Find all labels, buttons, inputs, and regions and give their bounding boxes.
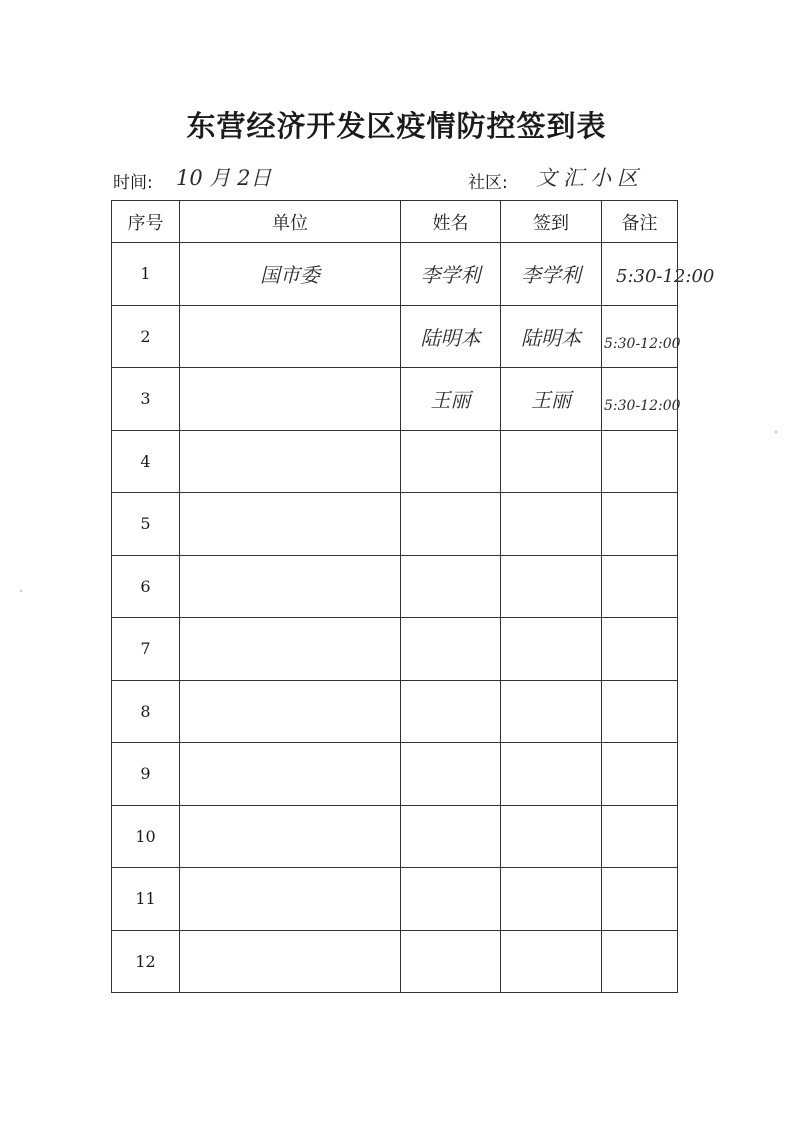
name-cell (401, 305, 501, 368)
unit-cell-text: 国市委 (260, 263, 320, 288)
table-row (112, 680, 678, 743)
date-value: 10 月 2日 (176, 166, 272, 190)
signin-cell (501, 868, 602, 931)
signin-cell-text: 李学利 (521, 263, 581, 288)
row-2-note: 5:30-12:00 (604, 336, 681, 352)
unit-cell (180, 430, 401, 493)
signin-cell (501, 680, 602, 743)
table-header-row (112, 201, 678, 243)
header-unit: 单位 (180, 201, 401, 243)
note-cell (602, 618, 678, 681)
table-row (112, 555, 678, 618)
name-cell (401, 930, 501, 993)
signin-cell (501, 618, 602, 681)
row-number-text: 12 (135, 951, 156, 971)
row-number (112, 743, 180, 806)
row-number-text: 11 (135, 889, 156, 909)
row-number (112, 805, 180, 868)
unit-cell (180, 493, 401, 556)
table-row (112, 493, 678, 556)
row-number-text: 8 (140, 701, 151, 721)
row-number (112, 868, 180, 931)
row-number-text: 1 (140, 264, 151, 284)
row-number-text: 9 (140, 764, 151, 784)
table-row (112, 305, 678, 368)
signin-cell (501, 743, 602, 806)
row-number-text: 10 (135, 826, 156, 846)
unit-cell (180, 305, 401, 368)
unit-cell (180, 618, 401, 681)
note-cell (602, 743, 678, 806)
scan-speck (20, 590, 22, 592)
header-signin: 签到 (501, 201, 602, 243)
note-cell (602, 868, 678, 931)
note-cell (602, 555, 678, 618)
table-row (112, 805, 678, 868)
unit-cell (180, 680, 401, 743)
row-number (112, 930, 180, 993)
row-number-text: 7 (140, 639, 151, 659)
note-cell (602, 930, 678, 993)
unit-cell (180, 930, 401, 993)
row-number-text: 6 (140, 576, 151, 596)
date-label: 时间: (113, 173, 153, 193)
signin-cell (501, 243, 602, 306)
unit-cell (180, 243, 401, 306)
row-number (112, 493, 180, 556)
name-cell (401, 243, 501, 306)
row-number (112, 305, 180, 368)
row-number (112, 680, 180, 743)
name-cell (401, 555, 501, 618)
note-cell (602, 805, 678, 868)
note-cell (602, 680, 678, 743)
row-1-note: 5:30-12:00 (616, 266, 715, 287)
note-cell (602, 430, 678, 493)
name-cell (401, 743, 501, 806)
signin-cell-text: 陆明本 (521, 325, 581, 350)
table-row (112, 743, 678, 806)
row-number (112, 430, 180, 493)
name-cell-text: 陆明本 (420, 325, 481, 350)
name-cell (401, 868, 501, 931)
name-cell (401, 368, 501, 431)
signin-cell-text: 王丽 (531, 388, 571, 413)
name-cell-text: 李学利 (420, 263, 481, 288)
name-cell (401, 430, 501, 493)
unit-cell (180, 805, 401, 868)
community-label: 社区: (468, 173, 508, 193)
row-number-text: 3 (140, 389, 151, 409)
name-cell (401, 493, 501, 556)
header-name: 姓名 (401, 201, 501, 243)
table-row (112, 430, 678, 493)
name-cell-text: 王丽 (430, 388, 471, 413)
table-row (112, 368, 678, 431)
signin-cell (501, 493, 602, 556)
table-row (112, 868, 678, 931)
row-number-text: 5 (140, 514, 151, 534)
row-number-text: 2 (140, 326, 151, 346)
row-number-text: 4 (140, 451, 151, 471)
header-number: 序号 (112, 201, 180, 243)
row-number (112, 368, 180, 431)
table-row (112, 618, 678, 681)
signin-cell (501, 430, 602, 493)
row-number (112, 243, 180, 306)
header-note: 备注 (602, 201, 678, 243)
signin-cell (501, 368, 602, 431)
table-row (112, 930, 678, 993)
sign-in-table (111, 200, 678, 993)
note-cell (602, 493, 678, 556)
row-number (112, 618, 180, 681)
name-cell (401, 618, 501, 681)
row-number (112, 555, 180, 618)
name-cell (401, 805, 501, 868)
unit-cell (180, 868, 401, 931)
table-row (112, 243, 678, 306)
name-cell (401, 680, 501, 743)
row-3-note: 5:30-12:00 (604, 398, 681, 414)
page-title: 东营经济开发区疫情防控签到表 (186, 109, 607, 143)
unit-cell (180, 743, 401, 806)
signin-cell (501, 805, 602, 868)
signin-cell (501, 930, 602, 993)
signin-cell (501, 555, 602, 618)
unit-cell (180, 555, 401, 618)
scan-speck (775, 431, 777, 433)
community-value: 文汇小区 (536, 166, 644, 190)
signin-cell (501, 305, 602, 368)
unit-cell (180, 368, 401, 431)
